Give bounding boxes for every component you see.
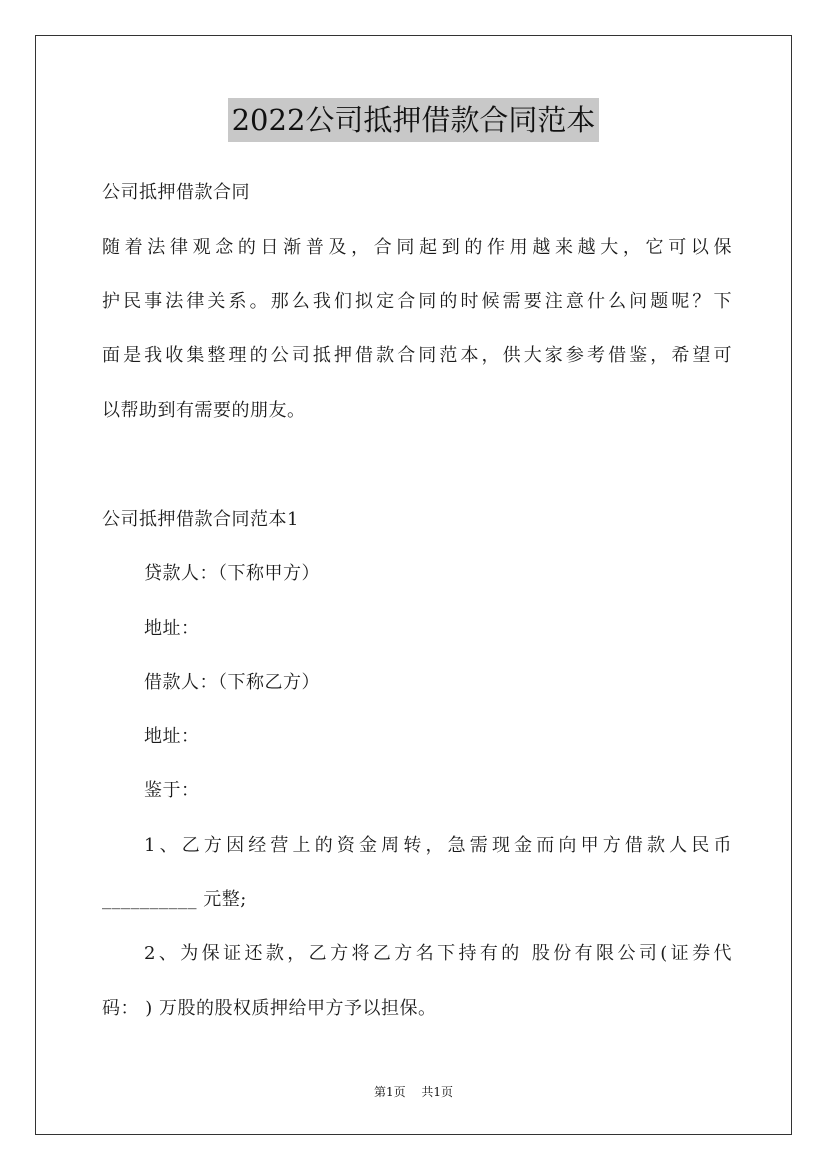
document-heading: 公司抵押借款合同 xyxy=(102,182,250,203)
page-number: 第1页 xyxy=(373,1085,406,1099)
intro-line-1: 随着法律观念的日渐普及，合同起到的作用越来越大，它可以保 xyxy=(102,237,732,258)
lender-line: 贷款人：（下称甲方） xyxy=(144,563,320,584)
lender-address-line: 地址： xyxy=(144,618,200,639)
section-title: 公司抵押借款合同范本1 xyxy=(102,509,299,530)
page-total: 共1页 xyxy=(421,1085,454,1099)
borrower-address-line: 地址： xyxy=(144,726,200,747)
clause2-line-1: 2、为保证还款，乙方将乙方名下持有的 股份有限公司(证券代 xyxy=(144,943,732,964)
borrower-line: 借款人：（下称乙方） xyxy=(144,672,320,693)
intro-line-3: 面是我收集整理的公司抵押借款合同范本，供大家参考借鉴，希望可 xyxy=(102,345,732,366)
clause2-line-2: 码： ) 万股的股权质押给甲方予以担保。 xyxy=(102,998,437,1019)
title-container xyxy=(0,98,827,142)
intro-line-4: 以帮助到有需要的朋友。 xyxy=(102,400,306,421)
clause1-line-1: 1、乙方因经营上的资金周转，急需现金而向甲方借款人民币 xyxy=(144,835,732,856)
intro-line-2: 护民事法律关系。那么我们拟定合同的时候需要注意什么问题呢？下 xyxy=(102,291,732,312)
whereas-line: 鉴于： xyxy=(144,780,200,801)
clause1-line-2: __________ 元整; xyxy=(102,889,247,910)
page-footer xyxy=(0,1084,827,1100)
document-title: 2022公司抵押借款合同范本 xyxy=(228,98,600,142)
